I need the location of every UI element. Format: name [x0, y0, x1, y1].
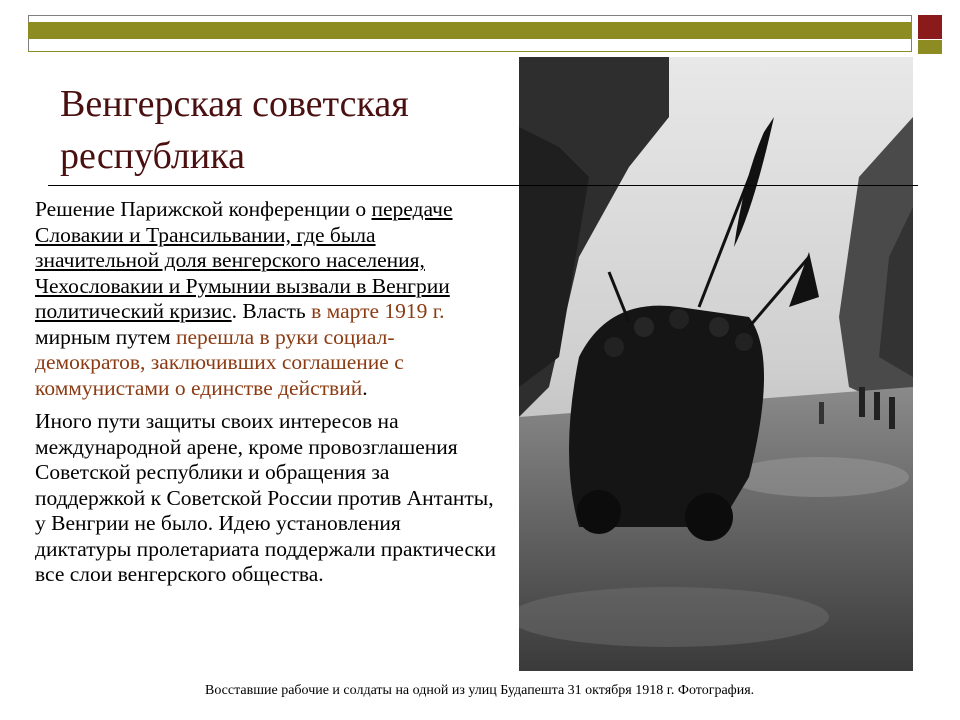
slide-title-line1: Венгерская советская	[60, 83, 409, 125]
top-bar-stripe	[28, 22, 912, 39]
slide-title-line2: республика	[60, 135, 245, 177]
paragraph-2: Иного пути защиты своих интересов на международной арене, кроме провозглашения Советской республики и обращения за поддержкой к Советской России против Антанты, у Венгрии не было. Идею установления диктатуры пролетариата поддержали практически все слои венгерского общества.	[35, 409, 496, 586]
paragraph-1-underlined: передаче Словакии и Трансильвании, где была значительной доля венгерского населения, Чехословакии и Румынии вызвали в Венгрии политический кризис	[35, 197, 453, 323]
historical-photo	[519, 57, 913, 671]
paragraph-1-part-1: Решение Парижской конференции о	[35, 197, 372, 221]
title-divider	[48, 185, 918, 186]
paragraph-1-part-5: мирным путем	[35, 324, 176, 349]
paragraph-1-highlight: перешла в руки социал-демократов, заключивших соглашение с коммунистами о единстве действий	[35, 324, 404, 400]
photo-caption: Восставшие рабочие и солдаты на одной из улиц Будапешта 31 октября 1918 г. Фотография.	[205, 683, 755, 698]
corner-square-red	[918, 15, 942, 39]
top-bar-line	[28, 51, 912, 52]
paragraph-1-end: .	[362, 375, 368, 400]
slide-title	[60, 78, 510, 182]
paragraph-1-date: в марте 1919 г.	[311, 299, 445, 323]
paragraph-1	[35, 197, 500, 401]
slide-body	[35, 197, 500, 596]
photo-illustration	[519, 57, 913, 671]
corner-square-olive	[918, 40, 942, 54]
paragraph-1-part-3: . Власть	[231, 299, 312, 323]
